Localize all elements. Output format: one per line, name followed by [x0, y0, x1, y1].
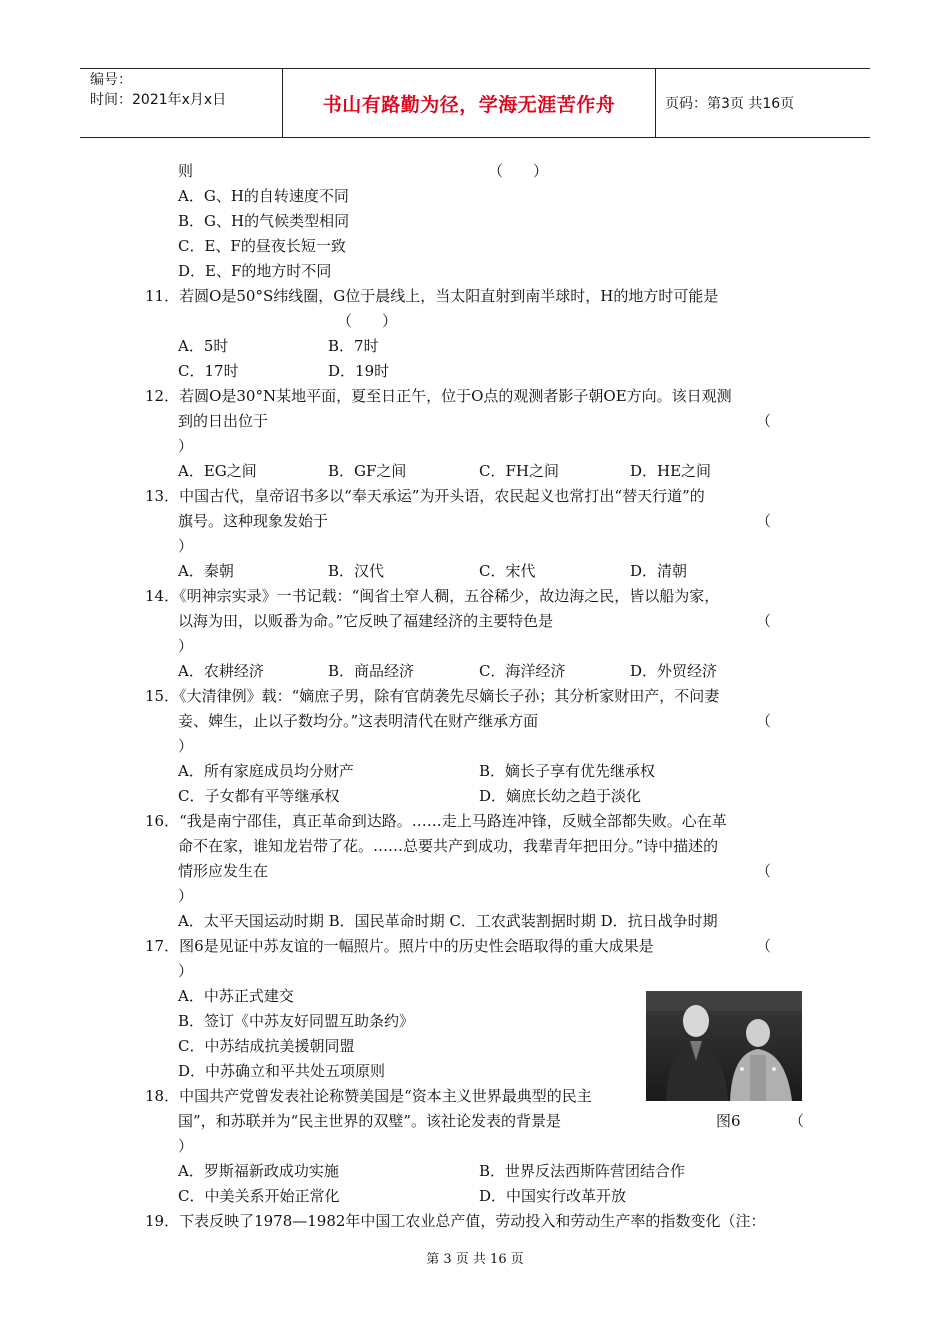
- text-line: 情形应发生在: [178, 862, 269, 880]
- text-line: C．中苏结成抗美援朝同盟: [178, 1037, 355, 1055]
- text-line: D．清朝: [630, 562, 688, 580]
- text-line: （ ）: [337, 312, 398, 330]
- text-line: 命不在家，谁知龙岩带了花。……总要共产到成功，我辈青年把田分。”诗中描述的: [178, 837, 719, 855]
- text-line: A．所有家庭成员均分财产: [178, 762, 354, 780]
- text-line: 18．中国共产党曾发表社论称赞美国是“资本主义世界最典型的民主: [145, 1087, 592, 1105]
- text-line: ）: [178, 437, 194, 455]
- text-line: 国”，和苏联并为“民主世界的双璧”。该社论发表的背景是: [178, 1112, 562, 1130]
- text-line: D．嫡庶长幼之趋于淡化: [479, 787, 642, 805]
- text-line: B．商品经济: [328, 662, 415, 680]
- text-line: D．E、F的地方时不同: [178, 262, 332, 280]
- text-line: B．世界反法西斯阵营团结合作: [479, 1162, 686, 1180]
- text-line: （: [789, 1112, 805, 1130]
- text-line: D．外贸经济: [630, 662, 718, 680]
- text-line: B．G、H的气候类型相同: [178, 212, 350, 230]
- figure-6-photo: [646, 991, 802, 1101]
- text-line: （: [756, 512, 772, 530]
- text-line: B．7时: [328, 337, 379, 355]
- page-footer: 第 3 页 共 16 页: [426, 1252, 524, 1267]
- text-line: ）: [178, 962, 194, 980]
- text-line: C．E、F的昼夜长短一致: [178, 237, 346, 255]
- text-line: C．17时: [178, 362, 239, 380]
- text-line: （: [756, 937, 772, 955]
- text-line: B．GF之间: [328, 462, 407, 480]
- text-line: D．19时: [328, 362, 390, 380]
- text-line: 15．《大清律例》载：“嫡庶子男，除有官荫袭先尽嫡长子孙；其分析家财田产，不问妻: [145, 687, 720, 705]
- text-line: C．宋代: [479, 562, 536, 580]
- text-line: B．嫡长子享有优先继承权: [479, 762, 656, 780]
- text-line: C．子女都有平等继承权: [178, 787, 340, 805]
- number-label: 编号：: [90, 72, 132, 88]
- text-line: B．汉代: [328, 562, 385, 580]
- text-line: D．HE之间: [630, 462, 712, 480]
- text-line: C．海洋经济: [479, 662, 566, 680]
- text-line: 图6: [716, 1112, 741, 1130]
- text-line: 妾、婢生，止以子数均分。”这表明清代在财产继承方面: [178, 712, 539, 730]
- text-line: A．中苏正式建交: [178, 987, 294, 1005]
- text-line: 12．若圆O是30°N某地平面，夏至日正午，位于O点的观测者影子朝OE方向。该日观测: [145, 387, 732, 405]
- date-label: 时间：2021年x月x日: [90, 92, 227, 108]
- text-line: （: [756, 712, 772, 730]
- text-line: ）: [178, 537, 194, 555]
- text-line: C．FH之间: [479, 462, 559, 480]
- text-line: ）: [178, 637, 194, 655]
- text-line: 13．中国古代，皇帝诏书多以“奉天承运”为开头语，农民起义也常打出“替天行道”的: [145, 487, 705, 505]
- text-line: 以海为田，以贩番为命。”它反映了福建经济的主要特色是: [178, 612, 554, 630]
- text-line: 17．图6是见证中苏友谊的一幅照片。照片中的历史性会晤取得的重大成果是: [145, 937, 654, 955]
- text-line: 旗号。这种现象发始于: [178, 512, 329, 530]
- text-line: A．5时: [178, 337, 229, 355]
- text-line: A．罗斯福新政成功实施: [178, 1162, 339, 1180]
- text-line: 16．“我是南宁邵佳，真正革命到达路。……走上马路连冲锋，反贼全部都失败。心在革: [145, 812, 727, 830]
- text-line: D．中苏确立和平共处五项原则: [178, 1062, 386, 1080]
- header-meta: [80, 69, 282, 137]
- header-motto: 书山有路勤为径，学海无涯苦作舟: [322, 93, 616, 116]
- text-line: 则: [178, 162, 194, 180]
- text-line: （: [756, 612, 772, 630]
- text-line: （: [756, 862, 772, 880]
- text-line: C．中美关系开始正常化: [178, 1187, 340, 1205]
- text-line: A．秦朝: [178, 562, 234, 580]
- text-line: A．农耕经济: [178, 662, 264, 680]
- text-line: 11．若圆O是50°S纬线圈，G位于晨线上，当太阳直射到南半球时，H的地方时可能是: [145, 287, 719, 305]
- text-line: 14．《明神宗实录》一书记载：“闽省土窄人稠，五谷稀少，故边海之民，皆以船为家，: [145, 587, 720, 605]
- text-line: （: [756, 412, 772, 430]
- text-line: 到的日出位于: [178, 412, 269, 430]
- text-line: A．太平天国运动时期 B．国民革命时期 C．工农武装割据时期 D．抗日战争时期: [178, 912, 718, 930]
- text-line: A．EG之间: [178, 462, 257, 480]
- text-line: ）: [178, 737, 194, 755]
- text-line: ）: [178, 887, 194, 905]
- text-line: （ ）: [488, 162, 549, 180]
- text-line: B．签订《中苏友好同盟互助条约》: [178, 1012, 415, 1030]
- text-line: 19．下表反映了1978—1982年中国工农业总产值，劳动投入和劳动生产率的指数变化（注：: [145, 1212, 766, 1230]
- text-line: A．G、H的自转速度不同: [178, 187, 349, 205]
- header-divider: [655, 69, 656, 137]
- page-header: [80, 68, 870, 138]
- page-info: 页码：第3页 共16页: [665, 96, 795, 112]
- text-line: D．中国实行改革开放: [479, 1187, 627, 1205]
- text-line: ）: [178, 1137, 194, 1155]
